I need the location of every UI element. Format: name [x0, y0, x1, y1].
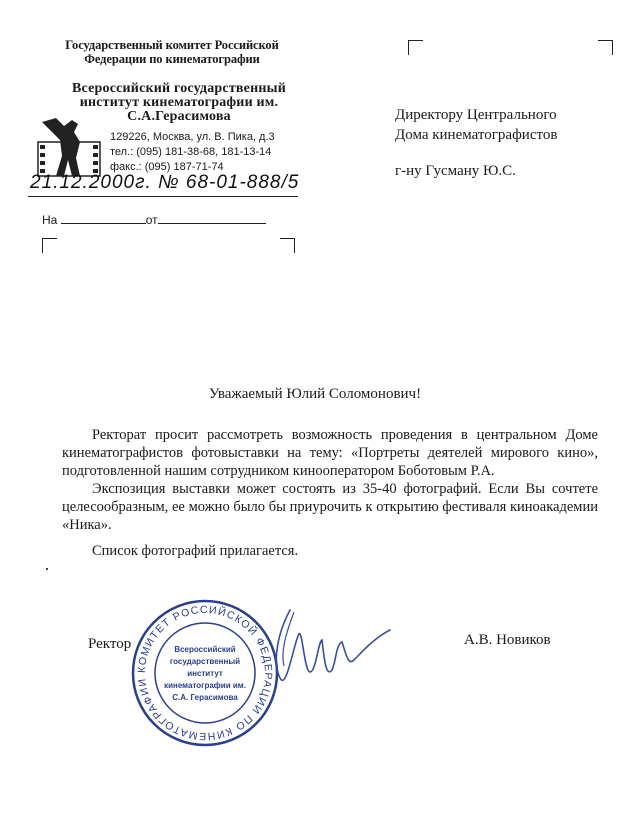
fax-text: факс.: (095) 187-71-74: [110, 161, 224, 173]
stamp-ring-path: КОМИТЕТ РОССИЙСКОЙ ФЕДЕРАЦИИ ПО КИНЕМАТОГРАФИИ: [135, 603, 275, 743]
signer-role: Ректор: [88, 636, 132, 652]
ref-date-blank: [158, 211, 266, 224]
handwritten-signature: [250, 592, 400, 702]
stamp-center-line1: Всероссийский: [174, 645, 236, 654]
letterhead-contact: [110, 130, 300, 175]
corner-bracket-r-tl: [408, 40, 423, 55]
phone-text: тел.: (095) 181-38-68, 181-13-14: [110, 146, 272, 158]
salutation: Уважаемый Юлий Соломонович!: [208, 386, 422, 402]
ref-on-label: На: [42, 213, 58, 227]
ref-from-label: от: [145, 213, 158, 227]
institute-name: Всероссийский государственный институт кинематографии им. С.А.Герасимова: [71, 81, 287, 124]
stamp-center-line4: кинематографии им.: [164, 681, 246, 690]
stamp-center-line2: государственный: [169, 657, 241, 666]
recipient-name: г-ну Гусману Ю.С.: [395, 163, 516, 179]
corner-bracket-bl-tl: [42, 238, 57, 253]
speck: [46, 568, 48, 570]
incoming-reference: [42, 211, 302, 227]
letter-body: [62, 426, 598, 560]
committee-header: Государственный комитет Российской Федерации по кинематографии: [65, 38, 279, 66]
address-text: 129226, Москва, ул. В. Пика, д.3: [110, 131, 275, 143]
recipient-line1: Директору Центрального: [395, 107, 557, 123]
stamp-center-line5: С.А. Герасимова: [172, 693, 238, 702]
ref-number-blank: [61, 211, 146, 224]
stamp-center-line3: институт: [187, 669, 223, 678]
corner-bracket-r-tr: [598, 40, 613, 55]
corner-bracket-bl-tr: [280, 238, 295, 253]
body-paragraph-3: Список фотографий прилагается.: [92, 543, 299, 559]
recipient-line2: Дома кинематографистов: [395, 127, 558, 143]
body-paragraph-2: Экспозиция выставки может состоять из 35-40 фотографий. Если Вы сочтете целесообразным, ее можно было бы приурочить к открытию фестиваля киноакадемии «Ника».: [62, 481, 598, 533]
recipient-block: [395, 105, 615, 145]
outgoing-reference: 21.12.2000г. № 68-01-888/5: [30, 172, 300, 193]
reference-underline: [28, 196, 298, 197]
body-paragraph-1: Ректорат просит рассмотреть возможность проведения в центральном Доме кинематографистов фотовыставки на тему: «Портреты деятелей мирового кино», подготовленной нашим сотрудником кинооператором Боботовым Р.А.: [62, 427, 598, 479]
signer-name: А.В. Новиков: [464, 632, 551, 648]
